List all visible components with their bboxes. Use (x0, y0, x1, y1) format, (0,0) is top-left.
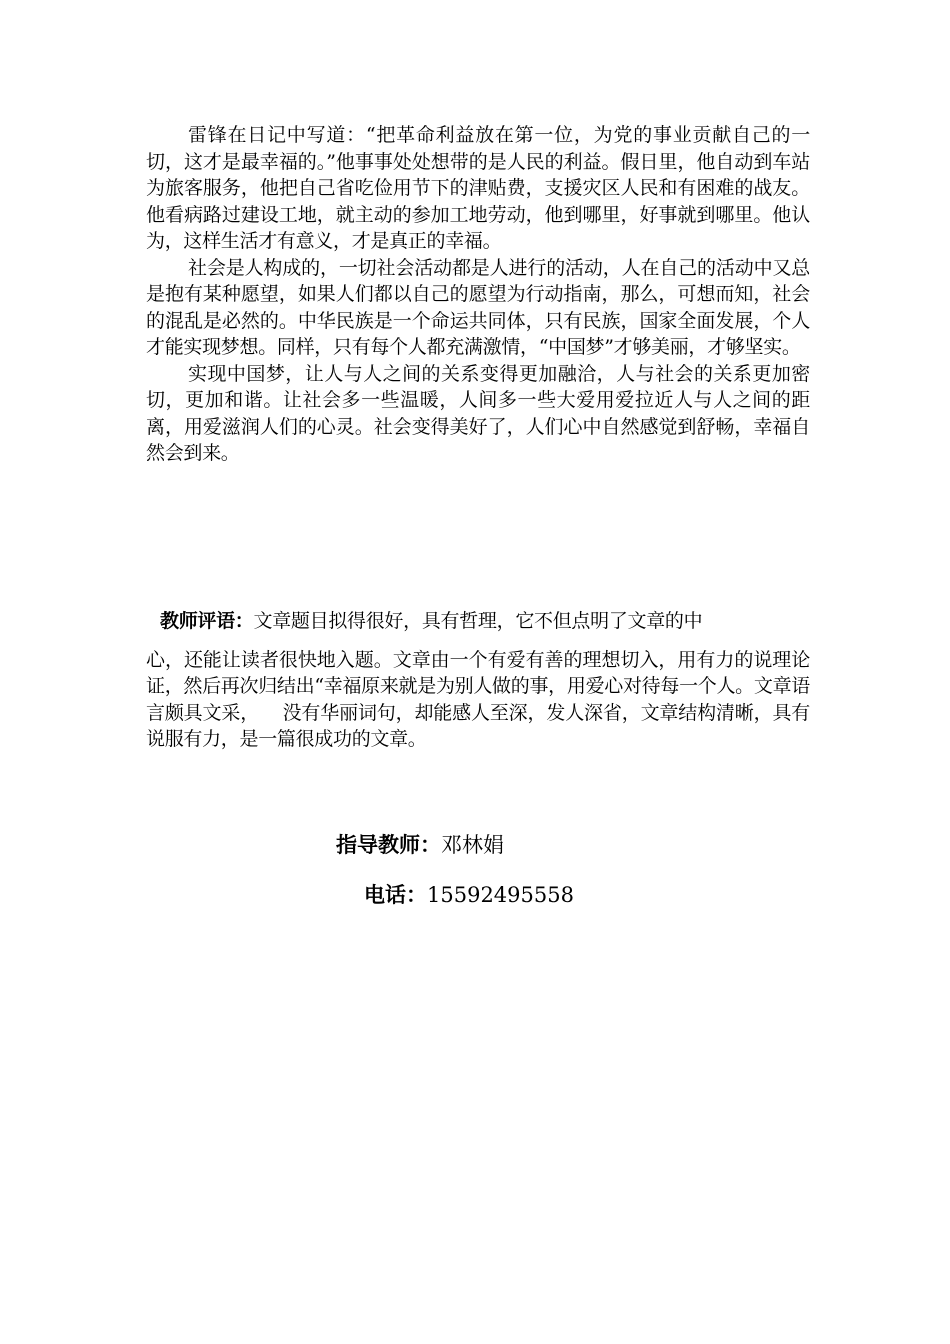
phone-label: 电话： (364, 883, 427, 907)
phone-line (364, 880, 574, 910)
teacher-label: 指导教师： (336, 833, 441, 857)
essay-paragraph-1: 雷锋在日记中写道：“把革命利益放在第一位，为党的事业贡献自己的一切，这才是最幸福的。”他事事处处想带的是人民的利益。假日里，他自动到车站为旅客服务，他把自己省吃俭用节下的津贴费，支援灾区人民和有困难的战友。他看病路过建设工地，就主动的参加工地劳动，他到哪里，好事就到哪里。他认为，这样生活才有意义，才是真正的幸福。 (146, 124, 810, 252)
comment-first-line (146, 608, 810, 635)
phone-number: 15592495558 (427, 883, 574, 907)
teacher-comment (146, 608, 810, 753)
comment-rest-text: 心，还能让读者很快地入题。文章由一个有爱有善的理想切入，用有力的说理论证，然后再次归结出“幸福原来就是为别人做的事，用爱心对待每一个人。文章语言颇具文采， 没有华丽词句，却能感人至深，发人深省，文章结构清晰，具有说服有力，是一篇很成功的文章。 (146, 648, 810, 750)
essay-paragraph-3: 实现中国梦，让人与人之间的关系变得更加融洽，人与社会的关系更加密切，更加和谐。让社会多一些温暖，人间多一些大爱用爱拉近人与人之间的距离，用爱滋润人们的心灵。社会变得美好了，人们心中自然感觉到舒畅，幸福自然会到来。 (146, 362, 810, 464)
essay-paragraph-2: 社会是人构成的，一切社会活动都是人进行的活动，人在自己的活动中又总是抱有某种愿望，如果人们都以自己的愿望为行动指南，那么，可想而知，社会的混乱是必然的。中华民族是一个命运共同体，只有民族，国家全面发展，个人才能实现梦想。同样，只有每个人都充满激情，“中国梦”才够美丽，才够坚实。 (146, 256, 810, 358)
comment-label: 教师评语： (160, 610, 254, 632)
teacher-name: 邓林娟 (441, 833, 504, 857)
essay-body (146, 122, 810, 467)
comment-first-text: 文章题目拟得很好，具有哲理，它不但点明了文章的中 (253, 610, 703, 632)
teacher-line (336, 830, 504, 860)
